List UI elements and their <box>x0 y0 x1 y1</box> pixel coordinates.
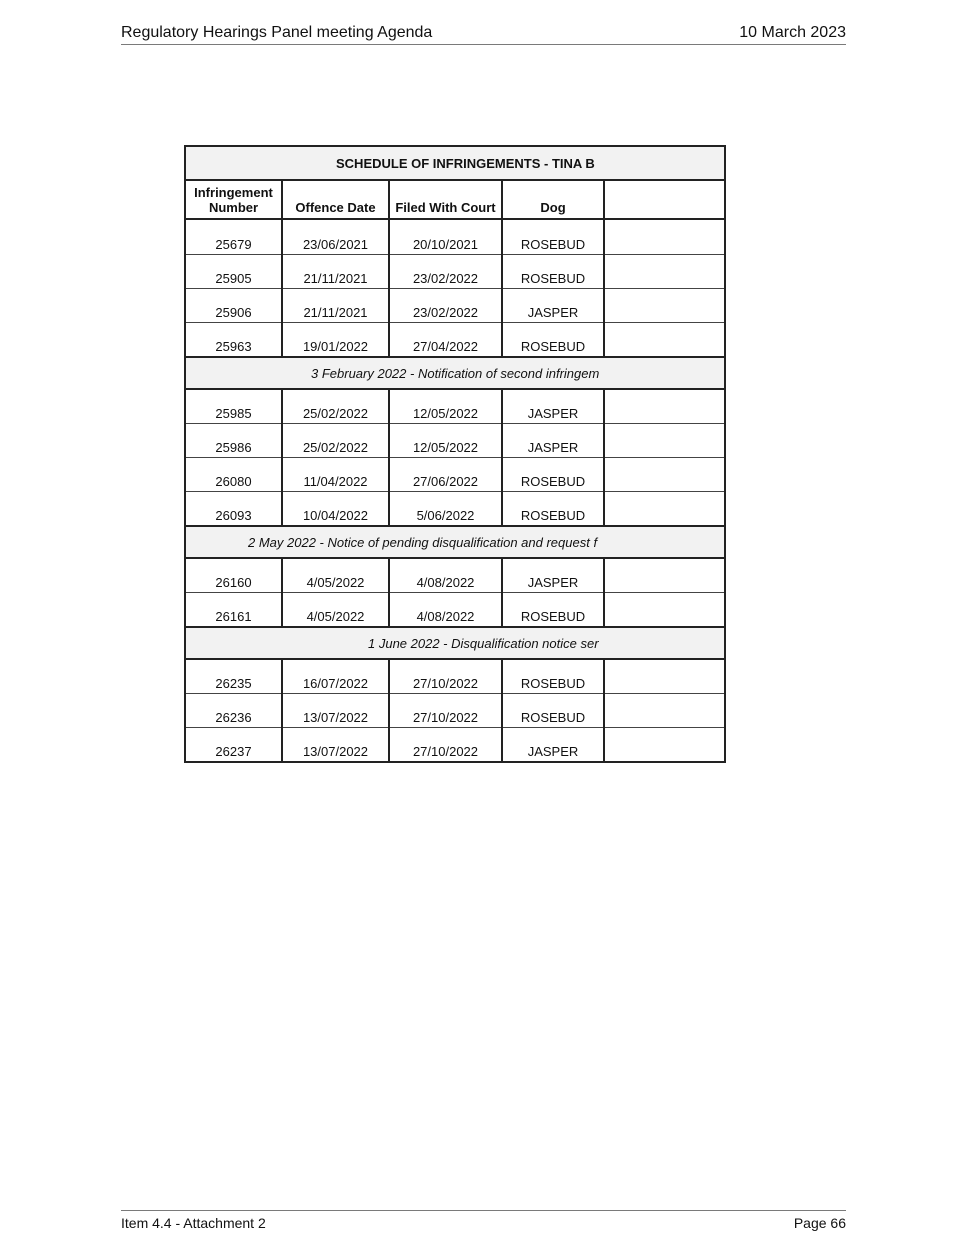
table-row <box>185 424 725 458</box>
cell-infringement-number: 25906 <box>185 289 282 323</box>
page-header <box>121 22 846 45</box>
cell-dog: ROSEBUD <box>502 492 604 527</box>
cell-dog: JASPER <box>502 289 604 323</box>
notice-text: 2 May 2022 - Notice of pending disqualification and request f <box>248 534 598 550</box>
cell-cropped <box>604 694 725 728</box>
table-row <box>185 659 725 694</box>
table-row <box>185 389 725 424</box>
notice-row <box>185 357 725 389</box>
column-header-row <box>185 180 725 219</box>
cell-infringement-number: 25679 <box>185 219 282 255</box>
cell-infringement-number: 25986 <box>185 424 282 458</box>
cell-offence-date: 21/11/2021 <box>282 255 389 289</box>
cell-infringement-number: 26237 <box>185 728 282 763</box>
notice-row <box>185 526 725 558</box>
table-row <box>185 458 725 492</box>
table-row <box>185 694 725 728</box>
cell-dog: ROSEBUD <box>502 659 604 694</box>
schedule-title: SCHEDULE OF INFRINGEMENTS - TINA B <box>185 146 725 180</box>
cell-offence-date: 4/05/2022 <box>282 593 389 628</box>
cell-infringement-number: 26160 <box>185 558 282 593</box>
notice-text-cell <box>185 357 725 389</box>
cell-offence-date: 25/02/2022 <box>282 424 389 458</box>
table-row <box>185 558 725 593</box>
cell-cropped <box>604 424 725 458</box>
cell-dog: JASPER <box>502 389 604 424</box>
cell-dog: ROSEBUD <box>502 694 604 728</box>
cell-cropped <box>604 389 725 424</box>
cell-offence-date: 10/04/2022 <box>282 492 389 527</box>
cell-cropped <box>604 458 725 492</box>
cell-cropped <box>604 558 725 593</box>
col-infringement-number: Infringement Number <box>185 180 282 219</box>
cell-dog: JASPER <box>502 558 604 593</box>
cell-infringement-number: 25905 <box>185 255 282 289</box>
notice-text: 3 February 2022 - Notification of second infringem <box>311 365 600 381</box>
cell-dog: ROSEBUD <box>502 458 604 492</box>
cell-infringement-number: 26161 <box>185 593 282 628</box>
notice-text-cell <box>185 627 725 659</box>
cell-dog: ROSEBUD <box>502 219 604 255</box>
cell-offence-date: 23/06/2021 <box>282 219 389 255</box>
cell-infringement-number: 26235 <box>185 659 282 694</box>
cell-filed-with-court: 4/08/2022 <box>389 558 502 593</box>
cell-cropped <box>604 255 725 289</box>
cell-cropped <box>604 659 725 694</box>
cell-offence-date: 25/02/2022 <box>282 389 389 424</box>
table-row <box>185 255 725 289</box>
cell-infringement-number: 26236 <box>185 694 282 728</box>
cell-cropped <box>604 492 725 527</box>
table-row <box>185 492 725 527</box>
schedule-title-row <box>185 146 725 180</box>
cell-infringement-number: 25985 <box>185 389 282 424</box>
attachment-label: Item 4.4 - Attachment 2 <box>121 1215 266 1231</box>
cell-infringement-number: 26093 <box>185 492 282 527</box>
cell-filed-with-court: 4/08/2022 <box>389 593 502 628</box>
cell-dog: ROSEBUD <box>502 323 604 358</box>
cell-infringement-number: 25963 <box>185 323 282 358</box>
cell-offence-date: 11/04/2022 <box>282 458 389 492</box>
notice-text-cell <box>185 526 725 558</box>
infringement-schedule <box>184 145 605 759</box>
cell-filed-with-court: 12/05/2022 <box>389 389 502 424</box>
cell-filed-with-court: 27/10/2022 <box>389 694 502 728</box>
cell-offence-date: 16/07/2022 <box>282 659 389 694</box>
schedule-body <box>185 219 725 762</box>
cell-filed-with-court: 27/10/2022 <box>389 728 502 763</box>
cell-filed-with-court: 27/06/2022 <box>389 458 502 492</box>
cell-filed-with-court: 23/02/2022 <box>389 289 502 323</box>
cell-dog: JASPER <box>502 424 604 458</box>
col-filed-with-court: Filed With Court <box>389 180 502 219</box>
table-row <box>185 593 725 628</box>
cell-dog: ROSEBUD <box>502 593 604 628</box>
col-cropped <box>604 180 725 219</box>
notice-row <box>185 627 725 659</box>
document-title: Regulatory Hearings Panel meeting Agenda <box>121 24 433 41</box>
table-row <box>185 728 725 763</box>
cell-offence-date: 4/05/2022 <box>282 558 389 593</box>
cell-filed-with-court: 27/10/2022 <box>389 659 502 694</box>
cell-filed-with-court: 12/05/2022 <box>389 424 502 458</box>
cell-dog: JASPER <box>502 728 604 763</box>
cell-cropped <box>604 219 725 255</box>
cell-offence-date: 21/11/2021 <box>282 289 389 323</box>
notice-text: 1 June 2022 - Disqualification notice ser <box>368 635 599 651</box>
cell-offence-date: 19/01/2022 <box>282 323 389 358</box>
table-row <box>185 219 725 255</box>
cell-filed-with-court: 5/06/2022 <box>389 492 502 527</box>
cell-offence-date: 13/07/2022 <box>282 728 389 763</box>
table-row <box>185 323 725 358</box>
cell-cropped <box>604 728 725 763</box>
cell-filed-with-court: 20/10/2021 <box>389 219 502 255</box>
cell-infringement-number: 26080 <box>185 458 282 492</box>
cell-cropped <box>604 323 725 358</box>
page-number: Page 66 <box>793 1215 846 1231</box>
cell-cropped <box>604 289 725 323</box>
col-dog: Dog <box>502 180 604 219</box>
schedule-table <box>184 145 726 763</box>
col-offence-date: Offence Date <box>282 180 389 219</box>
page-footer <box>121 1210 846 1233</box>
meeting-date: 10 March 2023 <box>739 24 846 41</box>
cell-cropped <box>604 593 725 628</box>
cell-filed-with-court: 23/02/2022 <box>389 255 502 289</box>
table-row <box>185 289 725 323</box>
cell-filed-with-court: 27/04/2022 <box>389 323 502 358</box>
cell-dog: ROSEBUD <box>502 255 604 289</box>
cell-offence-date: 13/07/2022 <box>282 694 389 728</box>
